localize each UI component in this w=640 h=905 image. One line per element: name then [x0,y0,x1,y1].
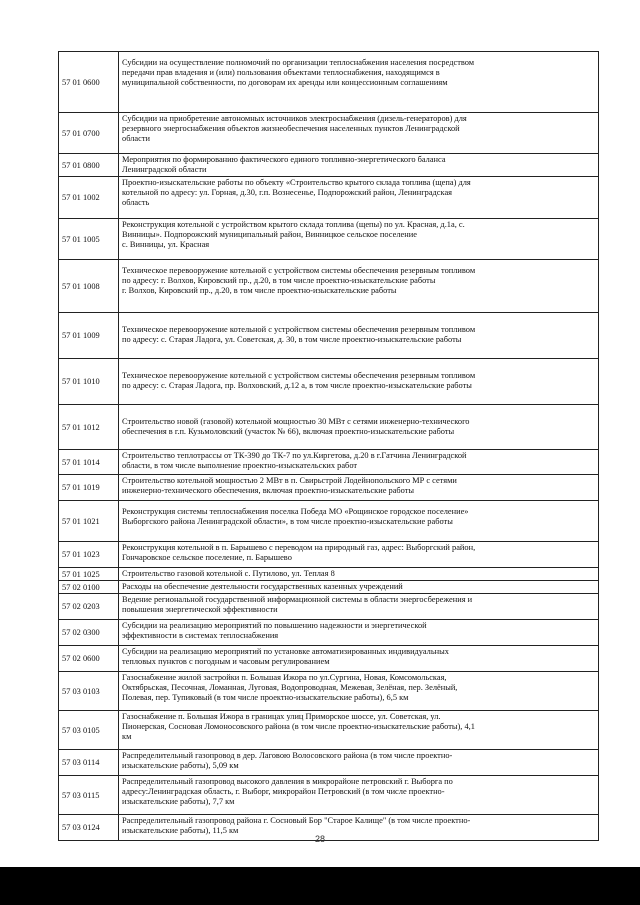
row-code: 57 01 1021 [59,501,119,541]
row-code: 57 01 0600 [59,52,119,112]
row-code: 57 01 1009 [59,313,119,358]
table-row [59,260,599,313]
budget-codes-table [58,51,599,841]
row-description: Субсидии на приобретение автономных источников электроснабжения (дизель-генераторов) для резервного энергоснабжения объектов жизнеобеспечения населенных пунктов Ленинградской области [119,113,599,153]
table-row [59,750,599,776]
row-description: Распределительный газопровод высокого давления в микрорайоне петровский г. Выборга по адресу:Ленинградская область, г. Выборг, микрорайон Петровский (в том числе проектно- изыскательские работы), 7,7 км [119,776,599,814]
table-row [59,405,599,450]
table-row [59,542,599,568]
row-description: Техническое перевооружение котельной с устройством системы обеспечения резервным топливом по адресу: с. Старая Ладога, ул. Советская, д. 30, в том числе проектно-изыскательские работы [119,313,599,358]
table-row [59,646,599,672]
row-description: Ведение региональной государственной информационной системы в области энергосбережения и повышения энергетической эффективности [119,594,599,619]
table-row [59,501,599,542]
row-description: Реконструкция системы теплоснабжения поселка Победа МО «Рощинское городское поселение» Выборгского района Ленинградской области», в том числе проектно-изыскательские работы [119,501,599,541]
row-code: 57 02 0600 [59,646,119,671]
row-code: 57 01 0700 [59,113,119,153]
table-row [59,475,599,501]
row-description: Проектно-изыскательские работы по объекту «Строительство крытого склада топлива (щепа) для котельной по адресу: ул. Горная, д.30, г.п. Вознесенье, Подпорожский район, Ленинградская область [119,177,599,218]
row-code: 57 02 0300 [59,620,119,645]
table-row [59,154,599,177]
row-description: Строительство газовой котельной с. Путилово, ул. Теплая 8 [119,568,599,580]
page-number: 28 [314,834,325,844]
row-description: Расходы на обеспечение деятельности государственных казенных учреждений [119,581,599,593]
row-description: Мероприятия по формированию фактического единого топливно-энергетического баланса Ленинградской области [119,154,599,176]
row-description: Распределительный газопровод района г. Сосновый Бор "Старое Калище" (в том числе проектно- изыскательские работы), 11,5 км [119,815,599,840]
row-code: 57 01 1023 [59,542,119,567]
row-code: 57 02 0203 [59,594,119,619]
scan-edge-bar [0,867,640,905]
table-row [59,568,599,581]
table-row [59,113,599,154]
row-code: 57 01 0800 [59,154,119,176]
row-code: 57 02 0100 [59,581,119,593]
row-description: Реконструкция котельной с устройством крытого склада топлива (щепы) по ул. Красная, д.1а, с. Винницы». Подпорожский муниципальный район, Винницкое сельское поселение с. Винницы, ул. Красная [119,219,599,259]
row-code: 57 01 1014 [59,450,119,474]
row-description: Строительство новой (газовой) котельной мощностью 30 МВт с сетями инженерно-технического обеспечения в г.п. Кузьмоловский (участок № 66), включая проектно-изыскательские работы [119,405,599,449]
table-row [59,594,599,620]
row-description: Распределительный газопровод в дер. Лаговою Волосовского района (в том числе проектно- изыскательские работы), 5,09 км [119,750,599,775]
table-row [59,450,599,475]
row-code: 57 01 1010 [59,359,119,404]
row-code: 57 01 1025 [59,568,119,580]
row-code: 57 03 0114 [59,750,119,775]
row-description: Субсидии на реализацию мероприятий по установке автоматизированных индивидуальных тепловых пунктов с погодным и часовым регулированием [119,646,599,671]
table-row [59,313,599,359]
row-code: 57 03 0103 [59,672,119,710]
table-row [59,711,599,750]
row-description: Субсидии на осуществление полномочий по организации теплоснабжения населения посредством передачи прав владения и (или) пользования объектами теплоснабжения, находящимся в муниципальной собственности, по договорам их аренды или концессионным соглашениям [119,52,599,112]
row-description: Техническое перевооружение котельной с устройством системы обеспечения резервным топливом по адресу: г. Волхов, Кировский пр., д.20, в том числе проектно-изыскательские работы г. Волхов, Кировский пр., д.20, в том числе проектно-изыскательские работы [119,260,599,312]
table-row [59,177,599,219]
row-code: 57 01 1008 [59,260,119,312]
table-row [59,219,599,260]
row-description: Строительство котельной мощностью 2 МВт в п. Свирьстрой Лодейнопольского МР с сетями инженерно-технического обеспечения, включая проектно-изыскательские работы [119,475,599,500]
row-code: 57 01 1002 [59,177,119,218]
row-description: Техническое перевооружение котельной с устройством системы обеспечения резервным топливом по адресу: с. Старая Ладога, пр. Волховский, д.12 а, в том числе проектно-изыскательские работы [119,359,599,404]
table-row [59,581,599,594]
table-row [59,359,599,405]
row-description: Строительство теплотрассы от ТК-390 до ТК-7 по ул.Киргетова, д.20 в г.Гатчина Ленинградской области, в том числе выполнение проектно-изыскательских работ [119,450,599,474]
row-code: 57 01 1005 [59,219,119,259]
table-row [59,776,599,815]
row-description: Реконструкция котельной в п. Барышево с переводом на природный газ, адрес: Выборгский район, Гончаровское сельское поселение, п. Барышево [119,542,599,567]
table-row [59,620,599,646]
row-code: 57 03 0105 [59,711,119,749]
row-code: 57 01 1012 [59,405,119,449]
table-row [59,672,599,711]
row-description: Газоснабжение п. Большая Ижора в границах улиц Приморское шоссе, ул. Советская, ул. Пионерская, Сосновая Ломоносовского района (в том числе проектно-изыскательские работы), 4,1 км [119,711,599,749]
row-code: 57 03 0124 [59,815,119,840]
table-row [59,52,599,113]
row-code: 57 01 1019 [59,475,119,500]
row-description: Субсидии на реализацию мероприятий по повышению надежности и энергетической эффективности в системах теплоснабжения [119,620,599,645]
row-description: Газоснабжение жилой застройки п. Большая Ижора по ул.Сургина, Новая, Комсомольская, Октябрьская, Песочная, Ломанная, Луговая, Водопроводная, Межевая, Зелёная, пер. Зелёный, Полевая, пер. Тупиковый (в том числе проектно-изыскательские работы), 6,5 км [119,672,599,710]
row-code: 57 03 0115 [59,776,119,814]
